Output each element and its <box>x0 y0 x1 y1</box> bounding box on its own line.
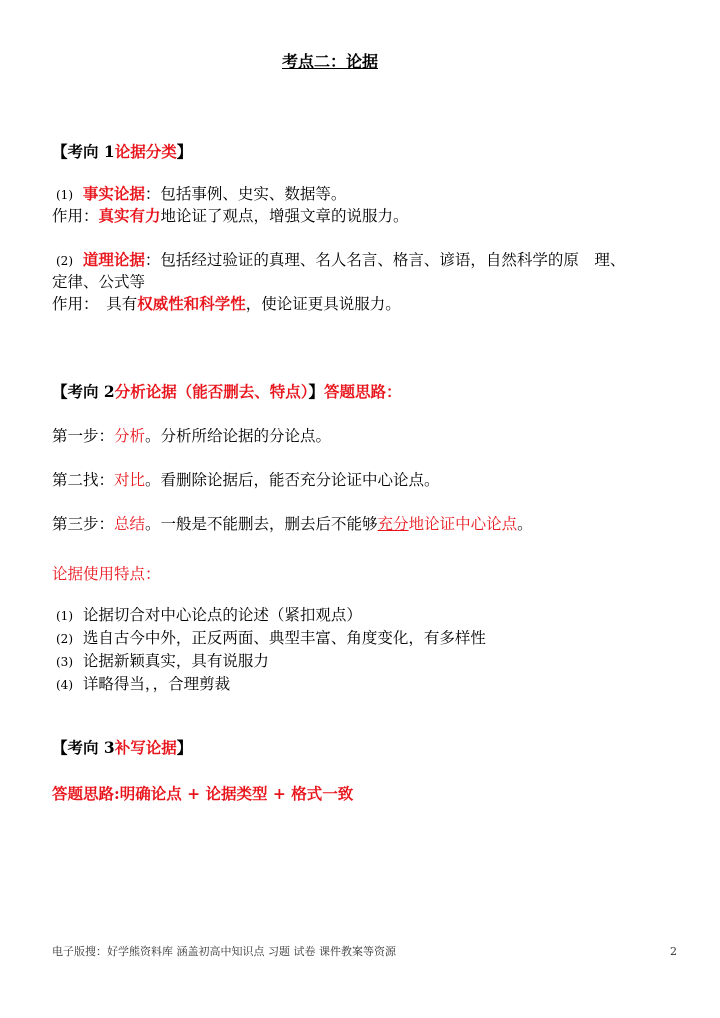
step-red: 对比 <box>114 471 146 489</box>
feature-text: 论据切合对中心论点的论述（紧扣观点） <box>82 606 362 624</box>
heading-red: 补写论据 <box>114 738 177 757</box>
step-rest: 。分析所给论据的分论点。 <box>145 427 332 445</box>
effect-label: 作用： 具有 <box>52 295 138 313</box>
section-heading-1 <box>52 142 192 162</box>
effect-label: 作用： <box>52 207 99 225</box>
feature-item <box>56 674 230 695</box>
step-red-2: 地论证中心论点 <box>408 515 518 533</box>
feature-num: (4) <box>56 678 73 692</box>
section-heading-3 <box>52 738 192 758</box>
features-title: 论据使用特点： <box>52 565 161 583</box>
feature-num: (3) <box>56 655 73 669</box>
step-red: 总结 <box>114 515 146 533</box>
answer-approach: 答题思路:明确论点 + 论据类型 + 格式一致 <box>52 784 354 803</box>
step-1 <box>52 426 331 446</box>
step-3 <box>52 514 533 534</box>
step-label: 第一步： <box>52 427 115 445</box>
item-2-desc-cont: 定律、公式等 <box>52 273 146 291</box>
page-number: 2 <box>670 945 677 958</box>
item-desc: ：包括经过验证的真理、名人名言、格言、谚语，自然科学的原 理、 <box>144 251 626 269</box>
feature-text: 选自古今中外，正反两面、典型丰富、角度变化，有多样性 <box>82 629 486 647</box>
step-2 <box>52 470 440 490</box>
effect-red: 权威性和科学性 <box>137 294 246 313</box>
step-label: 第三步： <box>52 515 115 533</box>
feature-num: (1) <box>56 609 73 623</box>
step-rest: 。一般是不能删去，删去后不能够 <box>145 515 378 533</box>
item-num: (2) <box>56 254 73 268</box>
page-title: 考点二：论据 <box>281 52 378 71</box>
effect-rest: ，使论证更具说服力。 <box>245 295 401 313</box>
heading-open: 【考向 <box>52 738 104 757</box>
feature-item <box>56 628 486 649</box>
feature-text: 论据新颖真实，具有说服力 <box>82 652 269 670</box>
step-red: 分析 <box>114 427 146 445</box>
effect-rest: 地论证了观点，增强文章的说服力。 <box>160 207 409 225</box>
section-heading-2 <box>52 382 402 402</box>
heading-red: 论据分类 <box>114 142 177 161</box>
heading-close: 】 <box>308 382 324 401</box>
item-desc: ：包括事例、史实、数据等。 <box>144 185 347 203</box>
item-2-effect <box>52 294 401 314</box>
step-red-underlined: 充分 <box>377 515 409 533</box>
item-2-line <box>56 250 625 271</box>
heading-close: 】 <box>176 142 193 161</box>
step-rest: 。看删除论据后，能否充分论证中心论点。 <box>145 471 440 489</box>
feature-item <box>56 651 269 672</box>
heading-num: 3 <box>103 738 115 757</box>
heading-num: 1 <box>103 142 115 161</box>
heading-tail: 答题思路： <box>323 382 402 401</box>
feature-text: 详略得当，，合理剪裁 <box>82 675 231 693</box>
feature-item <box>56 605 362 626</box>
step-label: 第二找： <box>52 471 115 489</box>
item-term: 事实论据 <box>82 184 145 203</box>
item-num: (1) <box>56 188 73 202</box>
effect-red: 真实有力 <box>98 206 161 225</box>
item-term: 道理论据 <box>82 250 145 269</box>
heading-red: 分析论据（能否删去、特点） <box>114 382 309 401</box>
item-1-line <box>56 184 346 205</box>
feature-num: (2) <box>56 632 73 646</box>
heading-num: 2 <box>103 382 115 401</box>
footer-text: 电子版搜：好学熊资料库 涵盖初高中知识点 习题 试卷 课件教案等资源 <box>52 945 396 958</box>
heading-open: 【考向 <box>52 382 104 401</box>
item-1-effect <box>52 206 409 226</box>
step-rest-2: 。 <box>517 515 533 533</box>
heading-open: 【考向 <box>52 142 104 161</box>
heading-close: 】 <box>176 738 193 757</box>
